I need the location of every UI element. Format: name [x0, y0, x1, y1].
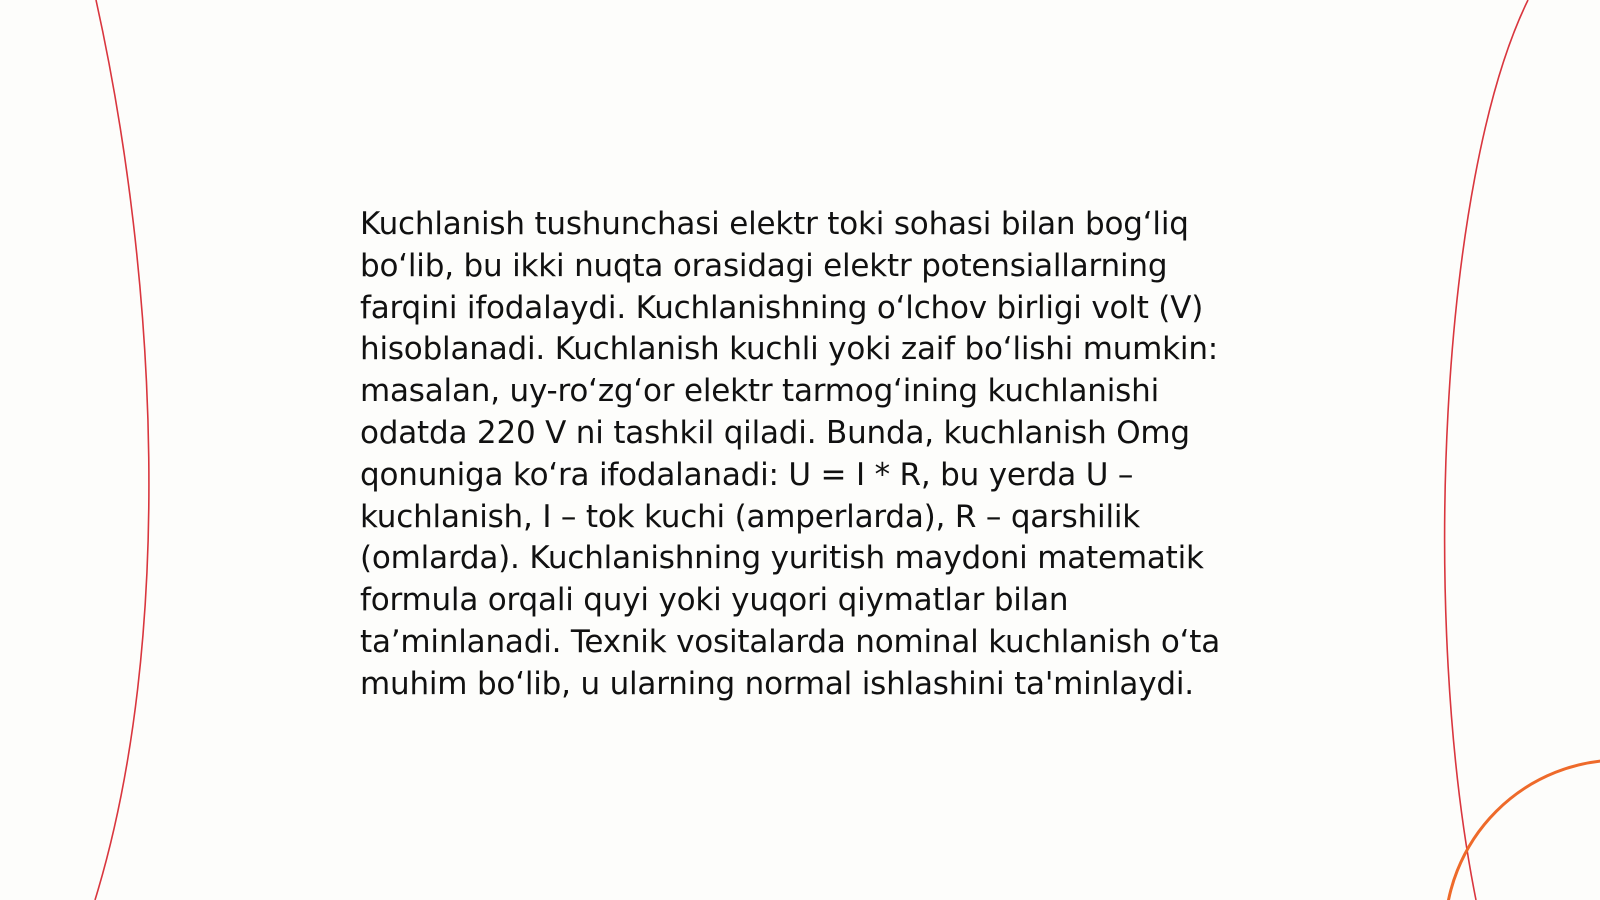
slide-paragraph: Kuchlanish tushunchasi elektr toki sohasi bilan bog‘liq bo‘lib, bu ikki nuqta orasidagi elektr potensiallarning farqini ifodalaydi. Kuchlanishning o‘lchov birligi volt (V) hisoblanadi. Kuchlanish kuchli yoki zaif bo‘lishi mumkin: masalan, uy-ro‘zg‘or elektr tarmog‘ining kuchlanishi odatda 220 V ni tashkil qiladi. Bunda, kuchlanish Omg qonuniga ko‘ra ifodalanadi: U = I * R, bu yerda U – kuchlanish, I – tok kuchi (amperlarda), R – qarshilik (omlarda). Kuchlanishning yuritish maydoni matematik formula orqali quyi yoki yuqori qiymatlar bilan ta’minlanadi. Texnik vositalarda nominal kuchlanish o‘ta muhim bo‘lib, u ularning normal ishlashini ta'minlaydi.: [360, 206, 1221, 702]
right-arc-line: [1445, 0, 1528, 900]
corner-circle: [1445, 760, 1600, 900]
left-arc-line: [95, 0, 149, 900]
